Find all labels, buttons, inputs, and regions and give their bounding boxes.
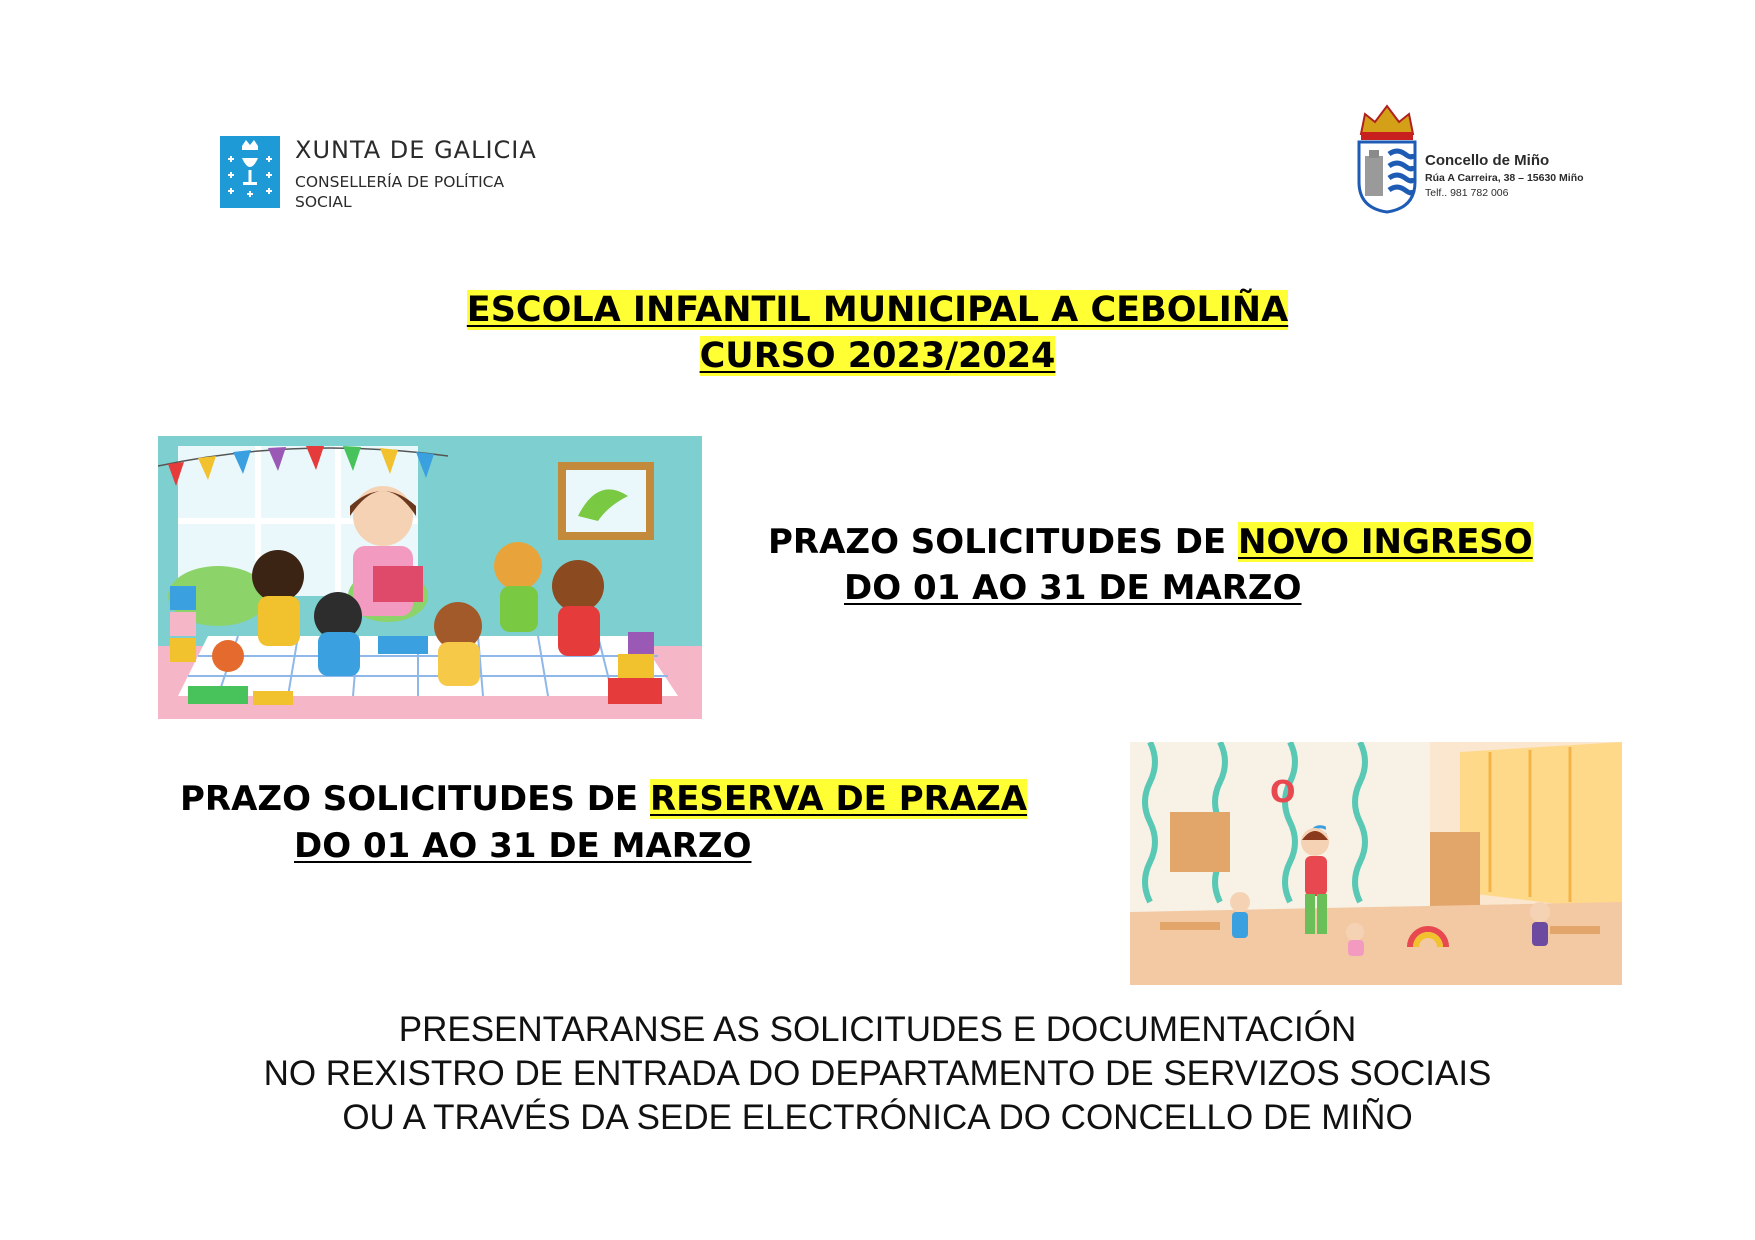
xunta-logo — [220, 136, 560, 210]
new-admission-highlight: NOVO INGRESO — [1237, 522, 1533, 562]
title-line1: ESCOLA INFANTIL MUNICIPAL A CEBOLIÑA — [466, 290, 1289, 330]
info-line1: PRESENTARANSE AS SOLICITUDES E DOCUMENTACIÓN — [398, 1010, 1357, 1049]
reservation-highlight: RESERVA DE PRAZA — [649, 779, 1028, 819]
concello-address: Rúa A Carreira, 38 – 15630 Miño — [1425, 172, 1584, 184]
reservation-prefix: PRAZO SOLICITUDES DE — [180, 779, 650, 819]
new-admission-dates-text: DO 01 AO 31 DE MARZO — [844, 568, 1302, 608]
xunta-title: XUNTA DE GALICIA — [295, 136, 537, 164]
xunta-subtitle — [295, 172, 504, 212]
info-line2: NO REXISTRO DE ENTRADA DO DEPARTAMENTO DE SERVIZOS SOCIAIS — [263, 1054, 1492, 1093]
submission-info — [0, 1008, 1755, 1140]
children-reading-illustration — [158, 436, 702, 719]
reservation-heading — [180, 779, 1027, 819]
concello-phone: Telf.. 981 782 006 — [1425, 187, 1509, 199]
concello-shield-icon — [1355, 104, 1419, 214]
concello-logo — [1355, 104, 1645, 214]
xunta-emblem-icon — [220, 136, 280, 208]
svg-text:O: O — [1270, 775, 1296, 810]
title-line2: CURSO 2023/2024 — [699, 336, 1056, 376]
new-admission-dates — [844, 568, 1302, 608]
reservation-dates — [294, 826, 752, 866]
concello-name: Concello de Miño — [1425, 152, 1550, 169]
course-title — [0, 336, 1755, 376]
xunta-subtitle-line1: CONSELLERÍA DE POLÍTICA — [295, 173, 505, 191]
xunta-subtitle-line2: SOCIAL — [295, 193, 352, 211]
new-admission-prefix: PRAZO SOLICITUDES DE — [768, 522, 1238, 562]
page-title — [0, 290, 1755, 330]
info-line3: OU A TRAVÉS DA SEDE ELECTRÓNICA DO CONCELLO DE MIÑO — [342, 1098, 1413, 1137]
classroom-teacher-illustration — [1130, 742, 1622, 985]
new-admission-heading — [768, 522, 1533, 562]
reservation-dates-text: DO 01 AO 31 DE MARZO — [294, 826, 752, 866]
